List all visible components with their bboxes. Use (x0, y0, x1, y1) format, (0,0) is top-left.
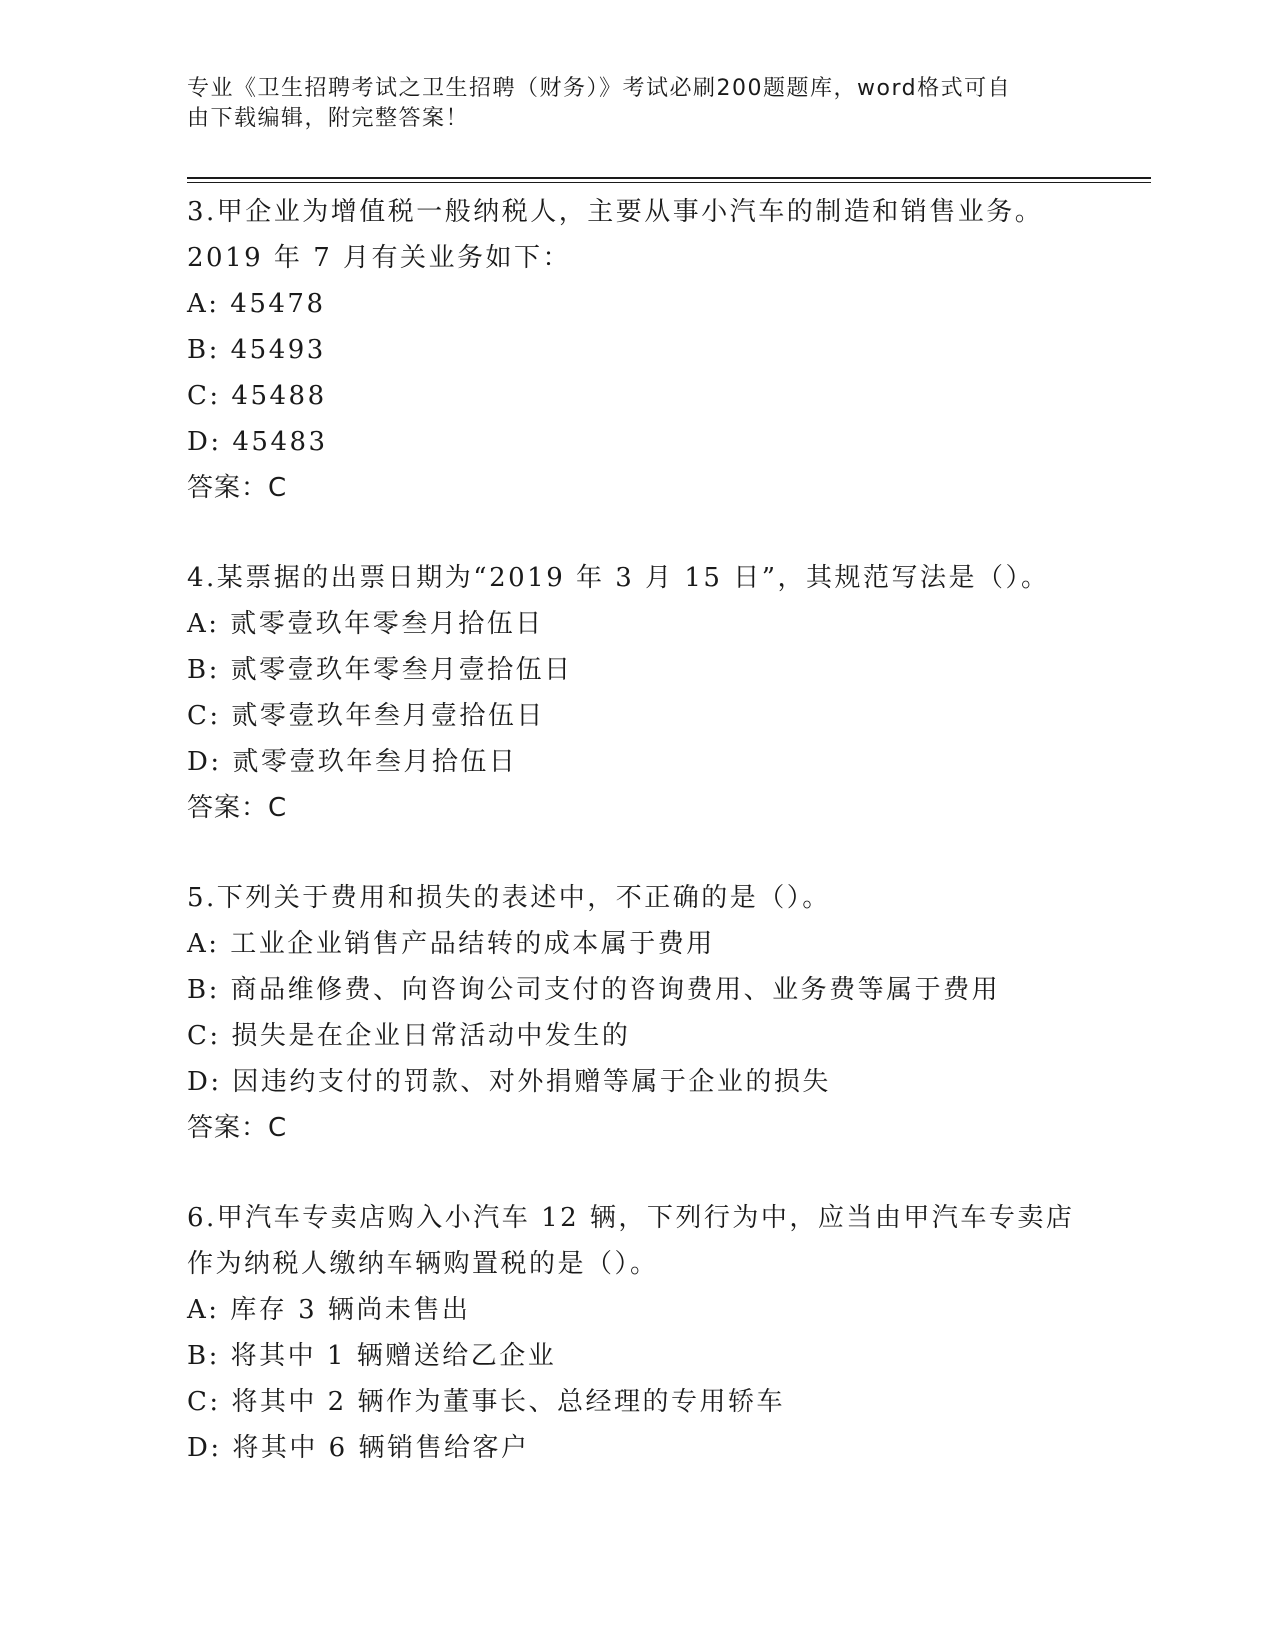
question-stem: 3.甲企业为增值税一般纳税人，主要从事小汽车的制造和销售业务。 (187, 197, 1044, 227)
header-divider-thick (187, 177, 1151, 179)
question-5 (187, 875, 1087, 1151)
option-a: A: 贰零壹玖年零叁月拾伍日 (187, 609, 544, 639)
question-stem: 4.某票据的出票日期为“2019 年 3 月 15 日”，其规范写法是（）。 (187, 563, 1050, 593)
option-c: C: 损失是在企业日常活动中发生的 (187, 1021, 631, 1051)
option-b: B: 将其中 1 辆赠送给乙企业 (187, 1341, 557, 1371)
question-6 (187, 1195, 1087, 1471)
question-stem: 2019 年 7 月有关业务如下： (187, 243, 572, 273)
option-d: D: 将其中 6 辆销售给客户 (187, 1433, 530, 1463)
option-d: D: 因违约支付的罚款、对外捐赠等属于企业的损失 (187, 1067, 831, 1097)
option-b: B: 贰零壹玖年零叁月壹拾伍日 (187, 655, 573, 685)
option-d: D: 贰零壹玖年叁月拾伍日 (187, 747, 518, 777)
option-c: C: 贰零壹玖年叁月壹拾伍日 (187, 701, 545, 731)
option-a: A: 工业企业销售产品结转的成本属于费用 (187, 929, 715, 959)
header-title-line-2: 由下载编辑，附完整答案！ (187, 106, 470, 131)
question-stem: 5.下列关于费用和损失的表述中，不正确的是（）。 (187, 883, 831, 913)
option-a: A: 45478 (187, 289, 326, 319)
option-b: B: 商品维修费、向咨询公司支付的咨询费用、业务费等属于费用 (187, 975, 1001, 1005)
answer-line: 答案：C (187, 473, 288, 503)
question-list (187, 189, 1087, 1515)
question-4 (187, 555, 1087, 831)
option-b: B: 45493 (187, 335, 326, 365)
option-a: A: 库存 3 辆尚未售出 (187, 1295, 471, 1325)
answer-line: 答案：C (187, 793, 288, 823)
question-3 (187, 189, 1087, 511)
document-header (187, 74, 1067, 134)
option-c: C: 45488 (187, 381, 327, 411)
answer-line: 答案：C (187, 1113, 288, 1143)
question-stem: 6.甲汽车专卖店购入小汽车 12 辆，下列行为中，应当由甲汽车专卖店 (187, 1203, 1075, 1233)
header-title-line-1: 专业《卫生招聘考试之卫生招聘（财务）》考试必刷200题题库，word格式可自 (187, 76, 1012, 101)
option-d: D: 45483 (187, 427, 328, 457)
header-divider-thin (187, 182, 1151, 183)
option-c: C: 将其中 2 辆作为董事长、总经理的专用轿车 (187, 1387, 785, 1417)
question-stem: 作为纳税人缴纳车辆购置税的是（）。 (187, 1249, 659, 1279)
